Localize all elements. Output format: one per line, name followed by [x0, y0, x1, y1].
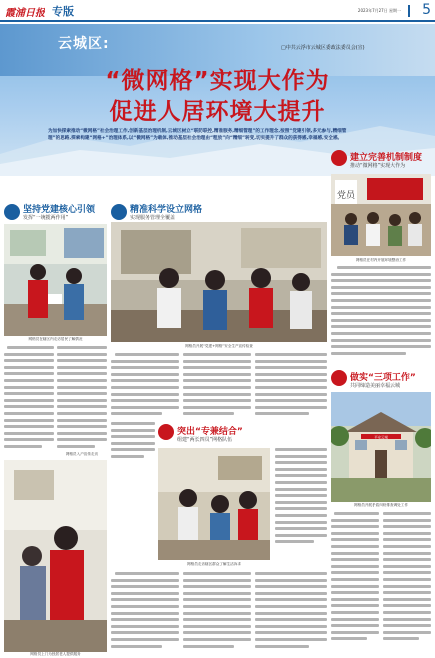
text-line: [4, 366, 54, 369]
text-line: [111, 618, 179, 621]
section-2-body-col-1: [111, 353, 179, 419]
text-line: [111, 585, 179, 588]
text-line: [4, 399, 54, 402]
text-line: [111, 429, 155, 432]
text-line: [183, 386, 251, 389]
text-line: [4, 425, 54, 428]
text-line: [275, 507, 327, 510]
caption-2: 网格员开展“党建+网格”安全生产宣传检查: [185, 344, 253, 348]
text-line: [255, 618, 327, 621]
text-line: [331, 279, 431, 282]
text-line: [111, 605, 179, 608]
text-line: [255, 598, 327, 601]
text-line: [275, 514, 327, 517]
text-line: [111, 399, 179, 402]
text-line: [275, 474, 327, 477]
section-1-subtitle: 发挥“一统揽两作用”: [23, 215, 69, 221]
section-label: 专版: [52, 5, 74, 18]
text-line: [331, 532, 379, 535]
text-line: [331, 571, 379, 574]
wall-banner-text: 平安云城: [374, 435, 388, 440]
text-line: [255, 406, 327, 409]
text-line: [57, 425, 107, 428]
section-2-badge: [111, 204, 127, 220]
issue-date: 2023年7月27日 星期一: [357, 8, 401, 13]
text-line: [183, 399, 251, 402]
text-line: [275, 501, 327, 504]
text-line: [4, 379, 54, 382]
section-1-badge: [4, 204, 20, 220]
text-line: [183, 353, 251, 356]
text-line: [183, 366, 251, 369]
text-line: [57, 412, 107, 415]
text-line: [331, 345, 431, 348]
text-line: [255, 605, 327, 608]
text-line: [255, 638, 327, 641]
text-line: [383, 512, 431, 515]
text-line: [383, 611, 431, 614]
text-line: [57, 379, 107, 382]
section-3-title: 突出“专兼结合”: [177, 427, 243, 437]
text-line: [275, 448, 327, 451]
text-line: [331, 273, 431, 276]
text-line: [383, 571, 431, 574]
photo-community-meeting: [158, 448, 270, 560]
text-line: [111, 612, 179, 615]
text-line: [383, 631, 431, 634]
text-line: [331, 545, 379, 548]
section-3-body-col-3: [255, 572, 327, 651]
caption-1: 网格员在辖区内走访居民了解情况: [28, 337, 83, 341]
photo-safety-inspection: [111, 222, 327, 342]
text-line: [183, 360, 251, 363]
text-line: [331, 312, 431, 315]
text-line: [57, 359, 107, 362]
text-line: [331, 352, 406, 355]
text-line: [57, 372, 107, 375]
text-line: [383, 565, 431, 568]
region-name: 云城区:: [58, 36, 110, 52]
text-line: [183, 605, 251, 608]
text-line: [331, 525, 379, 528]
text-line: [331, 637, 367, 640]
text-line: [111, 406, 179, 409]
text-line: [183, 393, 251, 396]
text-line: [275, 488, 327, 491]
text-line: [255, 379, 327, 382]
text-line: [331, 604, 379, 607]
text-line: [331, 299, 431, 302]
text-line: [255, 612, 327, 615]
text-line: [331, 292, 431, 295]
section-5-body-col-2: [383, 512, 431, 644]
text-line: [183, 579, 251, 582]
text-line: [111, 422, 155, 425]
text-line: [383, 519, 431, 522]
text-line: [57, 366, 107, 369]
caption-4: 网格员上门为独居老人提供服务: [30, 652, 81, 656]
text-line: [255, 399, 327, 402]
text-line: [4, 353, 54, 356]
text-line: [255, 360, 327, 363]
text-line: [111, 598, 179, 601]
text-line: [57, 438, 107, 441]
section-3-subtitle: 组建“两长四员”网格队伍: [177, 437, 233, 443]
text-line: [57, 419, 107, 422]
photo-grid-worker-visit: [4, 224, 107, 336]
text-line: [111, 393, 179, 396]
section-3-body-right: [275, 448, 327, 547]
section-1-body-col-1: [4, 346, 54, 452]
text-line: [275, 481, 327, 484]
text-line: [275, 521, 327, 524]
text-line: [111, 442, 155, 445]
text-line: [183, 572, 251, 575]
caption-7: 网格员在村内开展环境整治工作: [355, 258, 407, 262]
caption-6: 网格员入户宣传走访: [65, 452, 99, 456]
text-line: [115, 353, 179, 356]
text-line: [4, 438, 54, 441]
text-line: [383, 624, 431, 627]
text-line: [383, 525, 431, 528]
section-1-body-col-2: [57, 346, 107, 452]
text-line: [111, 360, 179, 363]
text-line: [334, 512, 379, 515]
text-line: [383, 578, 431, 581]
text-line: [57, 392, 107, 395]
text-line: [383, 585, 431, 588]
text-line: [183, 598, 251, 601]
text-line: [111, 379, 179, 382]
text-line: [111, 386, 179, 389]
section-3-badge: [158, 424, 174, 440]
masthead-logo: 霞浦日报: [5, 8, 45, 19]
text-line: [57, 353, 107, 356]
text-line: [57, 445, 95, 448]
section-4-body: [331, 266, 431, 358]
text-line: [255, 592, 327, 595]
author-byline: [281, 44, 365, 51]
text-line: [331, 325, 431, 328]
section-5-badge: [331, 370, 347, 386]
headline-line-2: 促进人居环境大提升: [109, 99, 326, 125]
text-line: [383, 552, 431, 555]
text-line: [331, 519, 379, 522]
text-line: [183, 612, 251, 615]
text-line: [255, 631, 327, 634]
text-line: [115, 572, 179, 575]
section-5-subtitle: 共同缔造美丽幸福云城: [350, 383, 401, 389]
text-line: [275, 534, 327, 537]
text-line: [7, 346, 54, 349]
section-2-body-col-2: [183, 353, 251, 419]
author-name: 中共云浮市云城区委政法委员会(宣): [285, 45, 365, 51]
section-5-title: 做实“三项工作”: [350, 373, 416, 383]
text-line: [183, 412, 234, 415]
section-4-badge: [331, 150, 347, 166]
section-4-subtitle: 推动“微网格”实现大作为: [350, 163, 406, 169]
text-line: [331, 631, 379, 634]
text-line: [57, 386, 107, 389]
text-line: [331, 306, 431, 309]
text-line: [111, 631, 179, 634]
page-marker-bar: [408, 5, 410, 17]
text-line: [331, 578, 379, 581]
text-line: [111, 625, 179, 628]
text-line: [331, 565, 379, 568]
text-line: [111, 373, 179, 376]
text-line: [255, 585, 327, 588]
text-line: [331, 611, 379, 614]
text-line: [4, 392, 54, 395]
text-line: [331, 339, 431, 342]
photo-village-house: [331, 392, 431, 502]
text-line: [331, 319, 431, 322]
text-line: [383, 538, 431, 541]
section-2-subtitle: 实现服务管理全覆盖: [130, 215, 176, 221]
text-line: [255, 645, 309, 648]
section-3-body-col-1: [111, 572, 179, 651]
text-line: [183, 631, 251, 634]
text-line: [255, 572, 327, 575]
text-line: [255, 579, 327, 582]
text-line: [111, 579, 179, 582]
text-line: [183, 406, 251, 409]
text-line: [337, 266, 431, 269]
text-line: [57, 346, 107, 349]
text-line: [331, 558, 379, 561]
text-line: [331, 332, 431, 335]
text-line: [4, 405, 54, 408]
text-line: [383, 637, 419, 640]
text-line: [183, 618, 251, 621]
text-line: [383, 598, 431, 601]
text-line: [4, 359, 54, 362]
text-line: [383, 532, 431, 535]
text-line: [275, 527, 327, 530]
text-line: [331, 618, 379, 621]
text-line: [57, 399, 107, 402]
text-line: [111, 645, 162, 648]
text-line: [4, 419, 54, 422]
photo-meeting-room: [331, 174, 431, 256]
section-2-title: 精准科学设立网格: [130, 205, 203, 215]
text-line: [255, 412, 309, 415]
text-line: [331, 538, 379, 541]
caption-3: 网格员走访辖区群众了解生活诉求: [187, 562, 241, 566]
text-line: [255, 393, 327, 396]
text-line: [383, 558, 431, 561]
lead-paragraph: 为加快探索推动“微网格”社会治理工作,创新基层治理机制,云城区树立“联防联控,精准服务,精细管理”的工作理念,按照“党建引领,多元参与,精细管理”的思路,探索构建“网格+”治理体系,以“微网格”为载体,推动基层社会治理由“粗放”向“精细”转变,切实提升了群众的获得感,幸福感,安全感。: [48, 129, 347, 142]
text-line: [111, 638, 179, 641]
text-line: [183, 638, 251, 641]
text-line: [383, 591, 431, 594]
text-line: [255, 366, 327, 369]
section-3-body-left: [111, 422, 155, 462]
caption-5: 网格员开展矛盾纠纷排查调处工作: [354, 503, 408, 507]
text-line: [4, 372, 54, 375]
text-line: [4, 445, 42, 448]
text-line: [383, 618, 431, 621]
text-line: [255, 625, 327, 628]
section-3-body-col-2: [183, 572, 251, 651]
page-number: 5: [422, 2, 431, 18]
headline-line-1: “微网格”实现大作为: [105, 68, 330, 94]
text-line: [331, 585, 379, 588]
section-5-body-col-1: [331, 512, 379, 644]
text-line: [255, 386, 327, 389]
text-line: [331, 286, 431, 289]
text-line: [183, 592, 251, 595]
text-line: [255, 373, 327, 376]
author-bullet: □: [281, 45, 286, 51]
text-line: [275, 461, 327, 464]
text-line: [4, 386, 54, 389]
text-line: [183, 645, 234, 648]
text-line: [275, 468, 327, 471]
header-rule: [0, 20, 435, 22]
text-line: [331, 598, 379, 601]
shop-sign-text: 党员: [336, 191, 356, 201]
text-line: [275, 540, 314, 543]
text-line: [183, 379, 251, 382]
text-line: [275, 455, 327, 458]
text-line: [331, 591, 379, 594]
text-line: [111, 412, 162, 415]
text-line: [275, 494, 327, 497]
text-line: [383, 604, 431, 607]
text-line: [111, 366, 179, 369]
section-2-body-col-3: [255, 353, 327, 419]
text-line: [331, 552, 379, 555]
text-line: [111, 592, 179, 595]
section-4-title: 建立完善机制制度: [350, 153, 423, 163]
text-line: [111, 435, 155, 438]
text-line: [383, 545, 431, 548]
section-1-title: 坚持党建核心引领: [23, 205, 96, 215]
text-line: [4, 432, 54, 435]
text-line: [183, 585, 251, 588]
text-line: [183, 625, 251, 628]
text-line: [111, 455, 144, 458]
text-line: [4, 412, 54, 415]
text-line: [331, 624, 379, 627]
text-line: [57, 432, 107, 435]
text-line: [57, 405, 107, 408]
text-line: [183, 373, 251, 376]
photo-grid-worker-elderly: [4, 460, 107, 652]
text-line: [255, 353, 327, 356]
text-line: [111, 448, 155, 451]
